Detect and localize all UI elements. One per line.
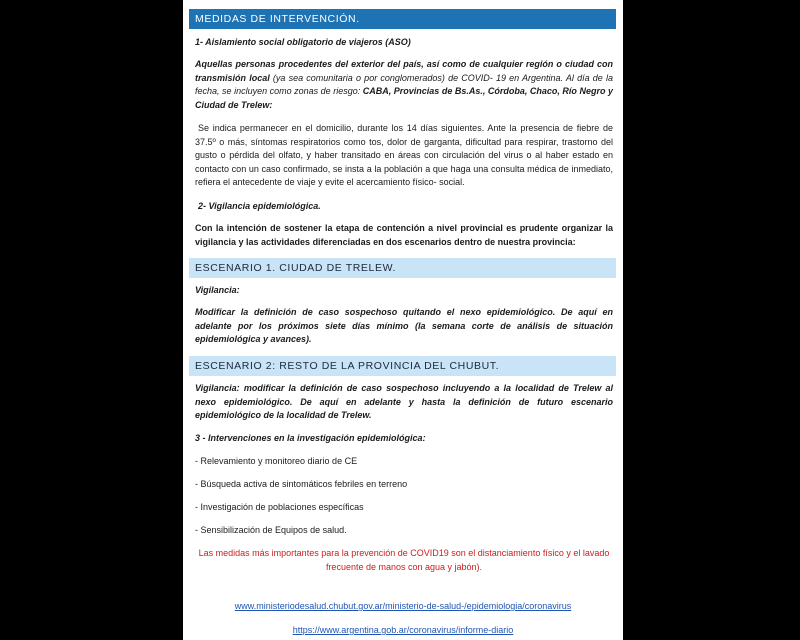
section-header: MEDIDAS DE INTERVENCIÓN. bbox=[189, 9, 616, 29]
link-informe-diario[interactable]: https://www.argentina.gob.ar/coronavirus/informe-diario bbox=[292, 625, 514, 635]
p1-middle: (ya sea comunitaria o por conglomerados) de COVID- 19 en Argentina. Al día de la fecha, se incluyen como zonas de riesgo: bbox=[195, 72, 613, 97]
scenario1-header: ESCENARIO 1. CIUDAD DE TRELEW. bbox=[189, 258, 616, 278]
section1-paragraph bbox=[195, 58, 613, 112]
list-item: - Investigación de poblaciones específicas bbox=[195, 502, 364, 512]
scenario1-label: Vigilancia: bbox=[195, 285, 240, 295]
link-ministerio-salud[interactable]: www.ministeriodesalud.chubut.gov.ar/ministerio-de-salud-/epidemiologia/coronavirus bbox=[234, 601, 572, 611]
section1-instructions: Se indica permanecer en el domicilio, durante los 14 días siguientes. Ante la presencia de fiebre de 37.5º o más, síntomas respiratorios como tos, dolor de garganta, dificultad para respirar, trastorno del gusto o pérdida del olfato, y haber transitado en áreas con circulación del virus o al haber estado en contacto con un caso confirmado, se insta a la población a que haga una consulta médica de inmediato, refiera el antecedente de viaje y evite el acercamiento físico- social. bbox=[195, 123, 613, 188]
scenario2-header: ESCENARIO 2: RESTO DE LA PROVINCIA DEL CHUBUT. bbox=[189, 356, 616, 376]
p1-lead: Aquellas personas procedentes del exterior del país, así como de cualquier región o ciudad con transmisión local bbox=[195, 59, 613, 83]
list-item: - Búsqueda activa de sintomáticos febriles en terreno bbox=[195, 479, 408, 489]
section2-title: 2- Vigilancia epidemiológica. bbox=[198, 201, 321, 211]
section3-title: 3 - Intervenciones en la investigación epidemiológica: bbox=[195, 433, 426, 443]
scenario1-text: Modificar la definición de caso sospechoso quitando el nexo epidemiológico. De aquí en adelante por los próximos siete días mínimo (la semana corte de análisis de situación epidemiológica y avances). bbox=[195, 307, 613, 345]
p1-zones: CABA, Provincias de Bs.As., Córdoba, Chaco, Río Negro y Ciudad de Trelew: bbox=[195, 86, 613, 110]
prevention-notice: Las medidas más importantes para la prevención de COVID19 son el distanciamiento físico y el lavado frecuente de manos con agua y jabón). bbox=[198, 548, 610, 572]
section2-intro: Con la intención de sostener la etapa de contención a nivel provincial es prudente organizar la vigilancia y las actividades diferenciadas en dos escenarios dentro de nuestra provincia: bbox=[195, 223, 613, 247]
scenario2-text: Vigilancia: modificar la definición de caso sospechoso incluyendo a la localidad de Trelew al nexo epidemiológico. De aquí en adelante y hasta la definición de futuro escenario epidemiológico de la localidad de Trelew. bbox=[195, 383, 613, 421]
list-item: - Sensibilización de Equipos de salud. bbox=[195, 525, 347, 535]
section1-title: 1- Aislamiento social obligatorio de viajeros (ASO) bbox=[195, 37, 411, 47]
list-item: - Relevamiento y monitoreo diario de CE bbox=[195, 456, 358, 466]
